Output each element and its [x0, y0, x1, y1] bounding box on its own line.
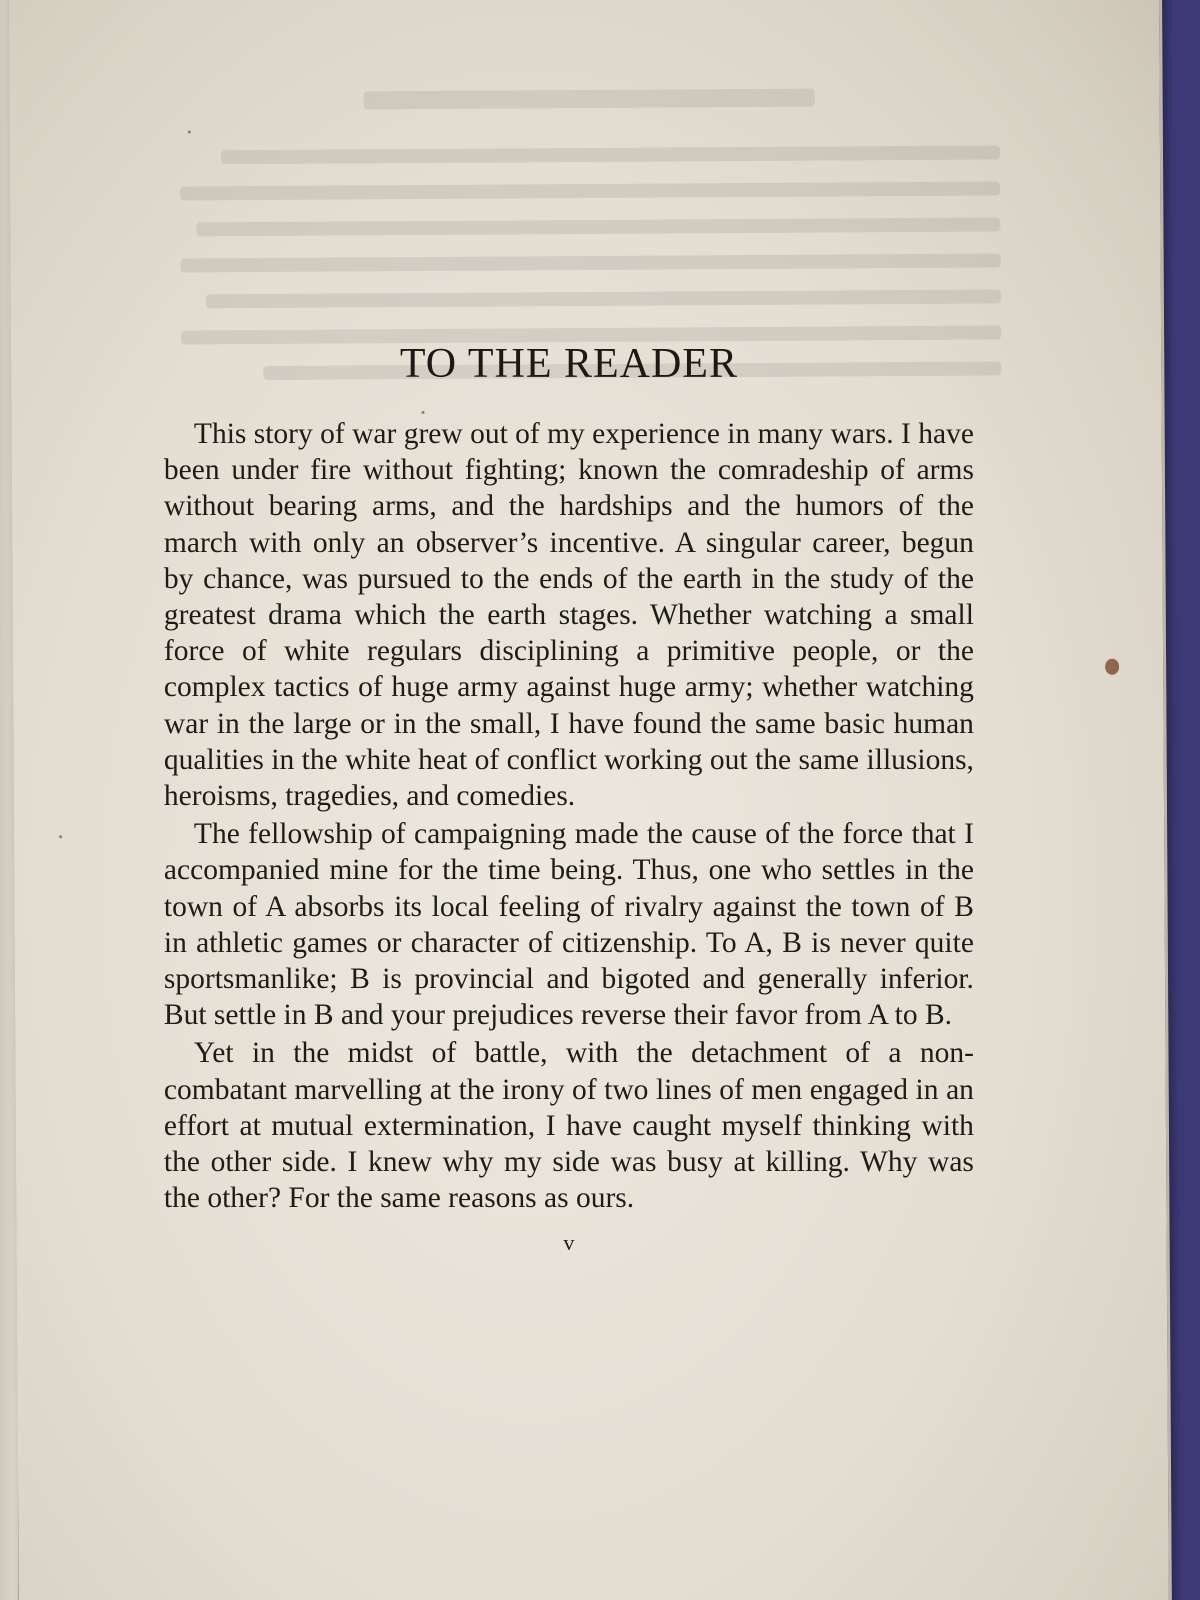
page-number: v [563, 1230, 575, 1256]
page-content [164, 340, 974, 1256]
paragraph-2: The fellowship of campaigning made the cause of the force that I accompanied mine for the time being. Thus, one who settles in the town of A absorbs its local feeling of rivalry against the town of B in athletic games or character of citizenship. To A, B is never quite sportsmanlike; B is provincial and bigoted and generally inferior. But settle in B and your prejudices reverse their favor from A to B. [163, 818, 974, 1032]
paragraph-3: Yet in the midst of battle, with the detachment of a non-combatant marvelling at the irony of two lines of men engaged in an effort at mutual extermination, I have caught myself thinking with the other side. I knew why my side was busy at killing. Why was the other? For the same reasons as ours. [163, 1037, 974, 1215]
paper-speck [59, 835, 62, 838]
paragraph-1: This story of war grew out of my experience in many wars. I have been under fire without fighting; known the comradeship of arms without bearing arms, and the hardships and the humors of the march with only an observer’s incentive. A singular career, begun by chance, was pursued to the ends of the earth in the study of the greatest drama which the earth stages. Whether watching a small force of white regulars disciplining a primitive people, or the complex tactics of huge army against huge army; whether watching war in the large or in the small, I have found the same basic human qualities in the white heat of conflict working out the same illusions, heroisms, tragedies, and comedies. [163, 418, 974, 813]
paper-stain [1105, 659, 1119, 675]
paper-speck [422, 411, 425, 414]
book-page [9, 0, 1172, 1600]
page-title: TO THE READER [399, 341, 738, 388]
paper-speck [188, 130, 191, 133]
